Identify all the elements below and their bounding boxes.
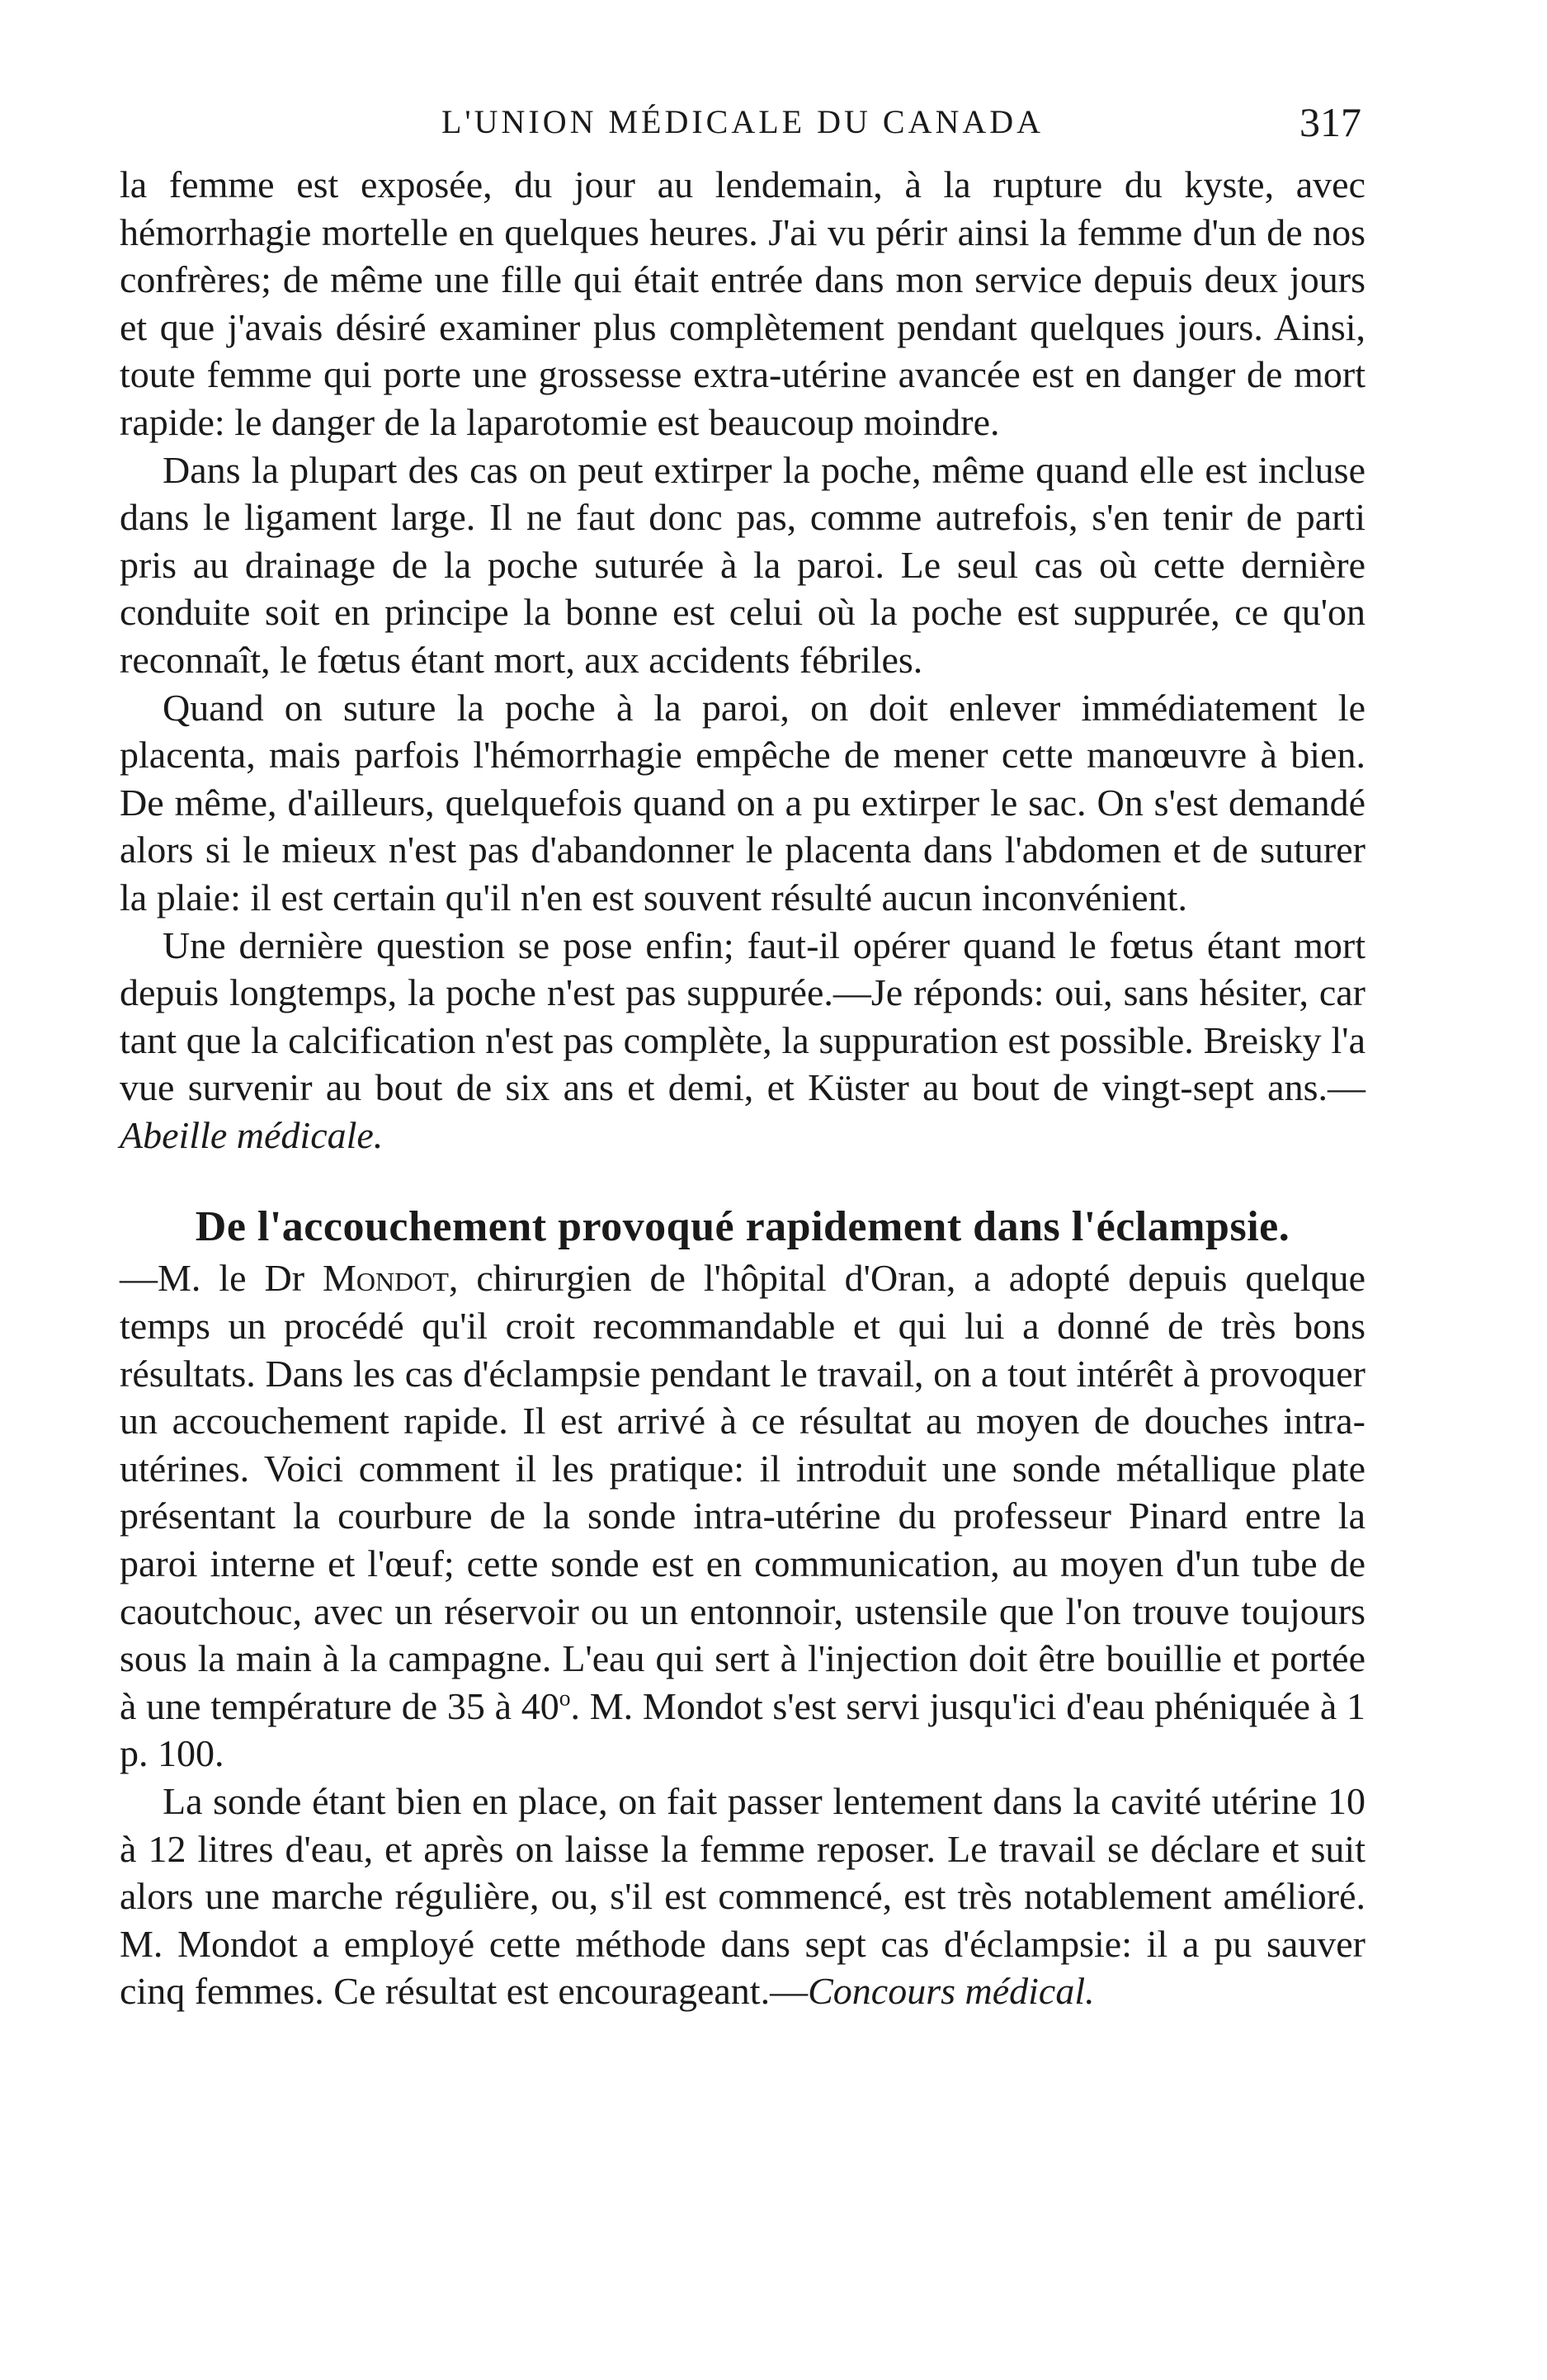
paragraph bbox=[120, 446, 1365, 684]
paragraph-text: La sonde étant bien en place, on fait passer lentement dans la cavité utérine 10 à 12 litres d'eau, et après on laisse la femme reposer. Le travail se déclare et suit alors une marche régulière, ou, s'il est commencé, est très notablement amélioré. M. Mondot a employé cette méthode dans sept cas d'éclampsie: il a pu sauver cinq femmes. Ce résultat est encourageant.— bbox=[120, 1780, 1365, 2013]
source-citation: Abeille médicale. bbox=[120, 1113, 384, 1156]
paragraph bbox=[120, 1254, 1365, 1778]
text-body bbox=[120, 161, 1365, 2015]
paragraph-text: Quand on suture la poche à la paroi, on doit enlever immédiatement le placenta, mais parfois l'hémorrhagie empêche de mener cette manœuvre à bien. De même, d'ailleurs, quelquefois quand on a pu extirper le sac. On s'est demandé alors si le mieux n'est pas d'abandonner le placenta dans l'abdomen et de suturer la plaie: il est certain qu'il n'en est souvent résulté aucun inconvénient. bbox=[120, 686, 1365, 918]
paragraph bbox=[120, 1778, 1365, 2015]
paragraph-text: —M. le Dr bbox=[120, 1257, 323, 1300]
paragraph-text: Dans la plupart des cas on peut extirper la poche, même quand elle est incluse dans le ligament large. Il ne faut donc pas, comme autrefois, s'en tenir de parti pris au drainage de la poche suturée à la paroi. Le seul cas où cette dernière conduite soit en principe la bonne est celui où la poche est suppurée, ce qu'on reconnaît, le fœtus étant mort, aux accidents fébriles. bbox=[120, 448, 1365, 681]
paragraph-text: , chirurgien de l'hôpital d'Oran, a adopté depuis quelque temps un procédé qu'il croit recommandable et qui lui a donné de très bons résultats. Dans les cas d'éclampsie pendant le travail, on a tout intérêt à provoquer un accouchement rapide. Il est arrivé à ce résultat au moyen de douches intra-utérines. Voici comment il les pratique: il introduit une sonde métallique plate présentant la courbure de la sonde intra-utérine du professeur Pinard entre la paroi interne et l'œuf; cette sonde est en communication, au moyen d'un tube de caoutchouc, avec un réservoir ou un entonnoir, ustensile que l'on trouve toujours sous la main à la campagne. L'eau qui sert à l'injection doit être bouillie et portée à une température de 35 à 40 bbox=[120, 1257, 1365, 1727]
paragraph-text: Une dernière question se pose enfin; faut-il opérer quand le fœtus étant mort depuis longtemps, la poche n'est pas suppurée.—Je réponds: oui, sans hésiter, car tant que la calcification n'est pas complète, la suppuration est possible. Breisky l'a vue survenir au bout de six ans et demi, et Küster au bout de vingt-sept ans.— bbox=[120, 923, 1365, 1109]
section-title: De l'accouchement provoqué rapidement dans l'éclampsie. bbox=[195, 1203, 1290, 1251]
degree-mark: o bbox=[559, 1684, 571, 1711]
paragraph bbox=[120, 922, 1365, 1159]
running-title: L'UNION MÉDICALE DU CANADA bbox=[441, 103, 1045, 140]
paragraph-text: . M. Mondot s'est servi jusqu'ici d'eau phéniquée à 1 p. 100. bbox=[120, 1684, 1365, 1775]
page-number: 317 bbox=[1299, 99, 1361, 145]
paragraph-text: la femme est exposée, du jour au lendemain, à la rupture du kyste, avec hémorrhagie mortelle en quelques heures. J'ai vu périr ainsi la femme d'un de nos confrères; de même une fille qui était entrée dans mon service depuis deux jours et que j'avais désiré examiner plus complètement pendant quelques jours. Ainsi, toute femme qui porte une grossesse extra-utérine avancée est en danger de mort rapide: le danger de la laparotomie est beaucoup moindre. bbox=[120, 163, 1365, 443]
author-name: Mondot bbox=[323, 1257, 449, 1300]
paragraph-continuation bbox=[120, 161, 1365, 446]
page-header bbox=[124, 97, 1361, 147]
source-citation: Concours médical. bbox=[808, 1970, 1095, 2013]
paragraph bbox=[120, 684, 1365, 922]
